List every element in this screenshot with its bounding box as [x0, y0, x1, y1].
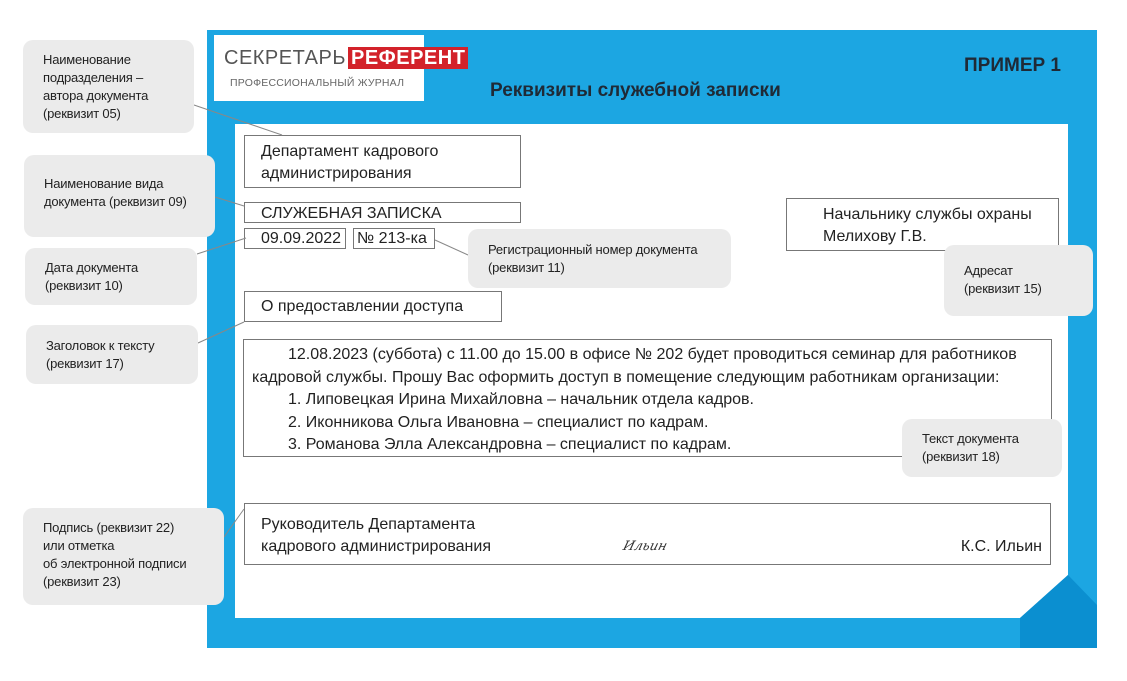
body-list-item: 2. Иконникова Ольга Ивановна – специалист по кадрам. [288, 413, 709, 431]
callout-doc-type [24, 155, 215, 237]
callout-line: (реквизит 11) [488, 260, 565, 275]
callout-text [902, 419, 1062, 477]
callout-line: Заголовок к тексту [46, 338, 155, 353]
example-label: ПРИМЕР 1 [964, 55, 1062, 76]
addressee-line: Начальнику службы охраны [823, 206, 1032, 223]
callout-line: Регистрационный номер документа [488, 242, 698, 257]
callout-line: (реквизит 18) [922, 449, 1000, 464]
body-list-item: 1. Липовецкая Ирина Михайловна – начальник отдела кадров. [288, 391, 754, 408]
department-line: Департамент кадрового [261, 143, 439, 160]
signature-position-line: кадрового администрирования [261, 538, 491, 555]
callout-line: Текст документа [922, 431, 1019, 446]
callout-line: (реквизит 23) [43, 574, 121, 589]
callout-date [25, 248, 197, 305]
callout-line: (реквизит 10) [45, 278, 123, 293]
department-line: администрирования [261, 165, 412, 182]
handwritten-signature: Ильин [621, 539, 669, 554]
callout-line: Наименование [43, 52, 131, 67]
body-list-item: 3. Романова Элла Александровна – специалист по кадрам. [288, 436, 732, 453]
callout-signature [23, 508, 224, 605]
addressee-line: Мелихову Г.В. [823, 228, 927, 245]
callout-line: или отметка [43, 538, 115, 553]
callout-line: Дата документа [45, 260, 138, 275]
signature-position-line: Руководитель Департамента [261, 516, 476, 533]
logo-brand-part2: РЕФЕРЕНТ [348, 47, 468, 69]
callout-addressee [944, 245, 1093, 316]
callout-line: подразделения – [43, 70, 144, 85]
logo-subtitle: ПРОФЕССИОНАЛЬНЫЙ ЖУРНАЛ [230, 77, 405, 89]
callout-line: Адресат [964, 263, 1013, 278]
body-line: кадровой службы. Прошу Вас оформить доступ в помещение следующим работникам организации: [252, 368, 1000, 386]
doc-type: СЛУЖЕБНАЯ ЗАПИСКА [261, 205, 442, 222]
callout-line: Наименование вида [44, 176, 164, 191]
text-heading: О предоставлении доступа [261, 298, 464, 315]
callout-reg-number [468, 229, 731, 288]
body-line: 12.08.2023 (суббота) с 11.00 до 15.00 в офисе № 202 будет проводиться семинар для работников [288, 346, 1017, 363]
reg-number: № 213-ка [357, 230, 427, 247]
callout-author [23, 40, 194, 133]
page-title: Реквизиты служебной записки [490, 80, 781, 101]
logo-brand-part1: СЕКРЕТАРЬ [224, 47, 346, 69]
callout-line: автора документа [43, 88, 149, 103]
callout-line: документа (реквизит 09) [44, 194, 187, 209]
callout-line: (реквизит 15) [964, 281, 1042, 296]
callout-heading [26, 325, 198, 384]
doc-date: 09.09.2022 [261, 230, 342, 247]
callout-line: (реквизит 17) [46, 356, 124, 371]
callout-line: Подпись (реквизит 22) [43, 520, 175, 535]
signer-name: К.С. Ильин [960, 538, 1042, 555]
callout-line: (реквизит 05) [43, 106, 121, 121]
callout-line: об электронной подписи [43, 556, 187, 571]
